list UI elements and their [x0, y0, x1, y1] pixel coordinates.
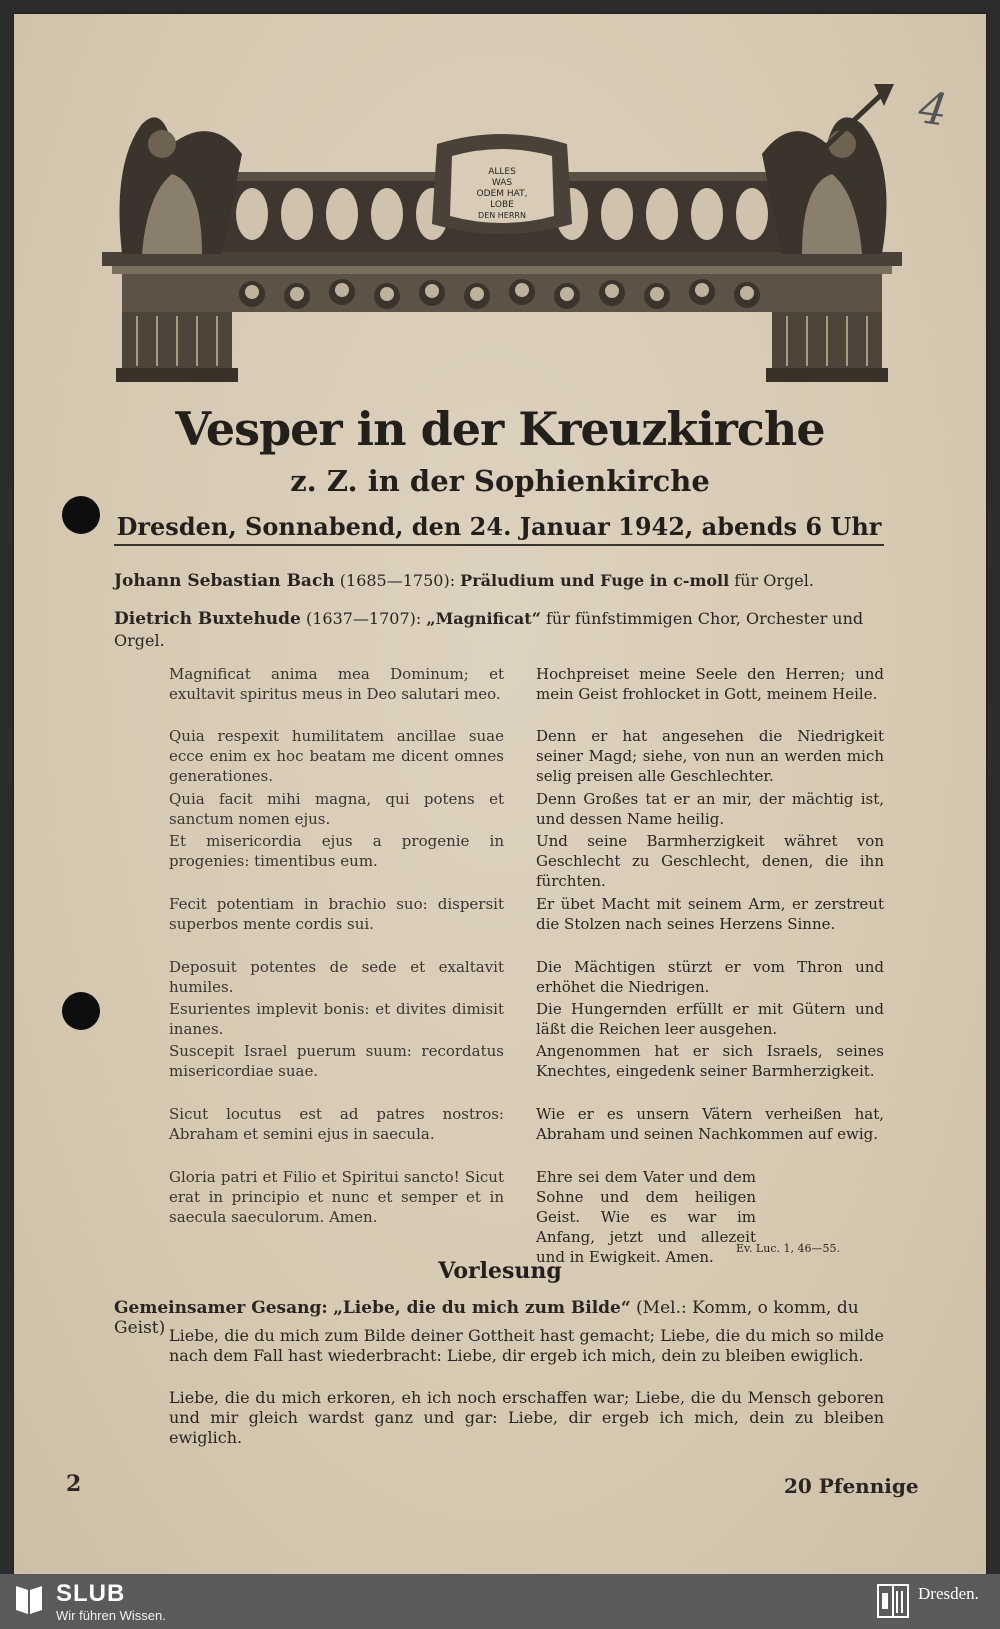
composer-dates: (1637—1707):: [305, 609, 422, 628]
program-item-buxtehude: [114, 608, 884, 651]
german-verse: Denn er hat angesehen die Niedrigkeit seiner Magd; siehe, von nun an werden mich selig preisen alle Geschlechter.: [536, 727, 884, 785]
library-footer-bar: [0, 1574, 1000, 1629]
composer-name: Johann Sebastian Bach: [114, 571, 335, 591]
latin-verse: Sicut locutus est ad patres nostros: Abraham et semini ejus in saecula.: [169, 1105, 504, 1143]
work-instrument: für fünfstimmigen Chor, Orchester und Orgel.: [114, 609, 864, 650]
work-title: Präludium und Fuge in c-moll: [460, 571, 730, 590]
city-crest-icon[interactable]: [876, 1583, 910, 1619]
cartouche-line-1: ALLES: [488, 167, 516, 177]
german-verse: Die Hungernden erfüllt er mit Gütern und läßt die Reichen leer ausgehen.: [536, 1000, 884, 1038]
scripture-reference: Ev. Luc. 1, 46—55.: [736, 1242, 840, 1255]
cartouche-line-3: ODEM HAT,: [476, 189, 528, 199]
city-name[interactable]: Dresden.: [918, 1584, 979, 1603]
latin-verse: Esurientes implevit bonis: et divites dimisit inanes.: [169, 1000, 504, 1038]
hymn-label: Gemeinsamer Gesang:: [114, 1298, 328, 1318]
library-name[interactable]: SLUB: [56, 1580, 126, 1607]
latin-verse: Deposuit potentes de sede et exaltavit humiles.: [169, 958, 504, 996]
latin-verse: Quia facit mihi magna, qui potens et sanctum nomen ejus.: [169, 790, 504, 828]
german-verse: Die Mächtigen stürzt er vom Thron und erhöhet die Niedrigen.: [536, 958, 884, 996]
german-verse: Hochpreiset meine Seele den Herren; und mein Geist frohlocket in Gott, meinem Heile.: [536, 665, 884, 703]
hymn-title: „Liebe, die du mich zum Bilde“: [333, 1298, 631, 1318]
latin-verse: Et misericordia ejus a progenie in progenies: timentibus eum.: [169, 832, 504, 870]
cartouche-line-5: DEN HERRN: [478, 211, 526, 220]
page-subtitle: z. Z. in der Sophienkirche: [290, 464, 710, 498]
event-dateline: Dresden, Sonnabend, den 24. Januar 1942, abends 6 Uhr: [116, 512, 882, 541]
hymn-melody: (Mel.: Komm, o komm, du Geist): [114, 1298, 859, 1338]
book-icon[interactable]: [12, 1582, 46, 1618]
dateline-rule: [114, 544, 884, 546]
latin-verse: Fecit potentiam in brachio suo: dispersit superbos mente cordis sui.: [169, 895, 504, 933]
hymn-stanza: Liebe, die du mich erkoren, eh ich noch erschaffen war; Liebe, die du Mensch geboren und mir gleich wardst ganz und gar: Liebe, dir ergeb ich mich, dein zu bleiben ewiglich.: [169, 1388, 884, 1447]
work-title: „Magnificat“: [426, 609, 541, 628]
german-verse: Er übet Macht mit seinem Arm, er zerstreut die Stolzen nach seines Herzens Sinne.: [536, 895, 884, 933]
composer-name: Dietrich Buxtehude: [114, 609, 301, 629]
page-title: Vesper in der Kreuzkirche: [175, 402, 825, 456]
document-page: [14, 14, 986, 1574]
composer-dates: (1685—1750):: [339, 571, 456, 590]
latin-verse: Magnificat anima mea Dominum; et exultavit spiritus meus in Deo salutari meo.: [169, 665, 504, 703]
organ-gallery-engraving: [102, 84, 902, 404]
work-instrument: für Orgel.: [734, 571, 814, 590]
price-label: 20 Pfennige: [784, 1474, 919, 1498]
cartouche-line-4: LOBE: [490, 200, 514, 210]
german-verse: Ehre sei dem Vater und dem Sohne und dem heiligen Geist. Wie es war im Anfang, jetzt und allezeit und in Ewigkeit. Amen.: [536, 1168, 756, 1266]
latin-verse: Suscepit Israel puerum suum: recordatus misericordiae suae.: [169, 1042, 504, 1080]
latin-verse: Quia respexit humilitatem ancillae suae ecce enim ex hoc beatam me dicent omnes generationes.: [169, 727, 504, 785]
german-verse: Denn Großes tat er an mir, der mächtig ist, und dessen Name heilig.: [536, 790, 884, 828]
german-verse: Und seine Barmherzigkeit währet von Geschlecht zu Geschlecht, denen, die ihn fürchten.: [536, 832, 884, 890]
cartouche-line-2: WAS: [491, 178, 513, 188]
latin-verse: Gloria patri et Filio et Spiritui sancto! Sicut erat in principio et nunc et semper et in saecula saeculorum. Amen.: [169, 1168, 504, 1226]
handwritten-page-marker: 4: [915, 82, 951, 137]
german-verse: Angenommen hat er sich Israels, seines Knechtes, eingedenk seiner Barmherzigkeit.: [536, 1042, 884, 1080]
punch-hole-bottom: [62, 992, 100, 1030]
german-verse: Wie er es unsern Vätern verheißen hat, Abraham und seinen Nachkommen auf ewig.: [536, 1105, 884, 1143]
page-number: 2: [66, 1471, 82, 1497]
punch-hole-top: [62, 496, 100, 534]
program-item-bach: [114, 570, 884, 592]
library-tagline: Wir führen Wissen.: [56, 1608, 166, 1623]
section-heading-reading: Vorlesung: [438, 1258, 562, 1284]
hymn-stanza: Liebe, die du mich zum Bilde deiner Gottheit hast gemacht; Liebe, die du mich so milde nach dem Fall hast wiederbracht: Liebe, dir ergeb ich mich, dein zu bleiben ewiglich.: [169, 1326, 884, 1365]
